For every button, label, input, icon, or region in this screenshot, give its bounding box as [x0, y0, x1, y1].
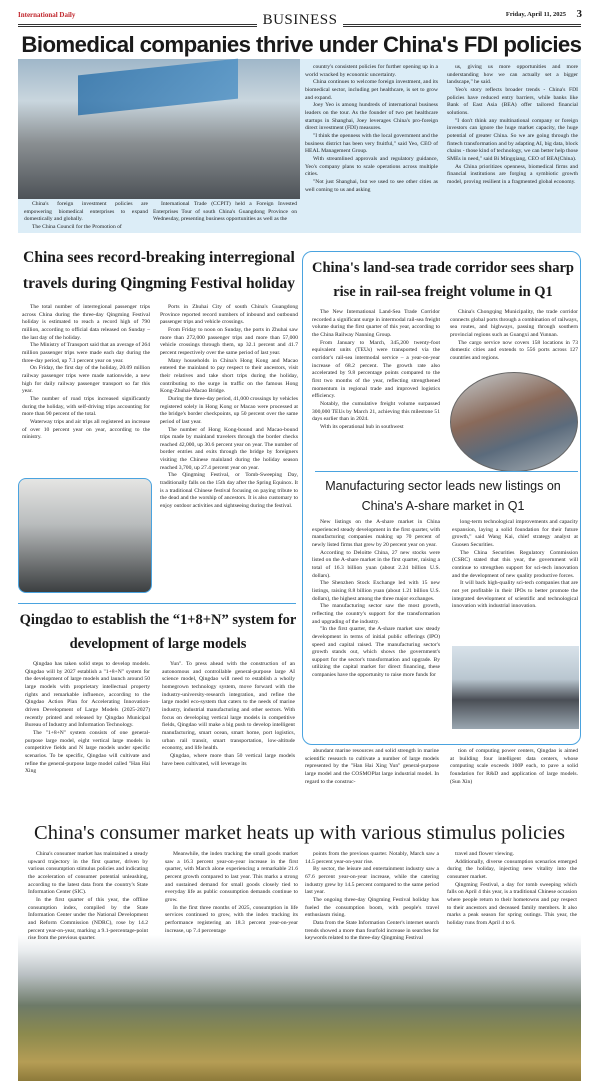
paragraph: Additionally, diverse consumption scenarios emerged during the holiday, injecting new vitality into the consumer market.: [447, 858, 577, 880]
paragraph: Meanwhile, the index tracking the small goods market saw a 16.3 percent year-on-year increase in the first quarter, with March alone experiencing a remarkable 21.6 percent growth compared to last year. This marks a strong and sustained demand for small goods closely tied to everyday life as public consumption demands continue to grow.: [165, 851, 298, 903]
paragraph: travel and flower viewing.: [455, 851, 515, 857]
paragraph: In the first three months of 2025, consumption in life services continued to grow, with the index tracking its performance registering an 18.3 percent year-on-year increase, up 7.4 percentage: [165, 904, 298, 934]
paragraph: The cargo service now covers 158 locations in 73 domestic cities and extends to 556 ports across 127 countries and regions.: [450, 339, 578, 361]
article-headline: China's land-sea trade corridor sees sharp rise in rail-sea freight volume in Q1: [312, 260, 574, 300]
train-station-photo: [18, 478, 152, 593]
paragraph: New listings on the A-share market in China experienced steady development in the first quarter, with manufacturing companies making up 70 percent of newly listed firms that grew by 20 percent year on year.: [312, 519, 440, 548]
paragraph: The New International Land-Sea Trade Corridor recorded a significant surge in intermodal rail-sea freight volume during the first quarter of this year, according to the China Railway Nanning Group.: [312, 309, 440, 338]
article-column: [305, 851, 439, 943]
lead-headline: Biomedical companies thrive under China's FDI policies: [21, 32, 582, 57]
paragraph: abundant marine resources and solid strength in marine scientific research to cultivate a number of large models represented by the "Han Hai Xing Yun" general-purpose large model and the COSMOPlat large industrial model. In regard to the construc-: [305, 748, 439, 785]
section-label: BUSINESS: [257, 12, 344, 28]
paragraph: China's consumer market has maintained a steady upward trajectory in the first quarter, driven by various consumption stimulus policies and indicating the acceleration of consumer potential unleashing, according to the latest data from the country's State Information Center (SIC).: [28, 851, 148, 896]
paragraph: Yun". To press ahead with the construction of an autonomous and controllable general-purpose large AI science model, Qingdao will need to establish a wholly homegrown technology system, move forward with the industry-university-research integration, and refine the large model eco-system that caters to the needs of marine industry, industrial manufacturing and other sectors. With focus on developing vertical large models in competitive fields, Qingdao will make a big push to develop intelligent manufacturing, smart ocean, smart home, port logistics, urban rail transit, smart transportation, low-altitude economy, and life health.: [162, 661, 295, 752]
paragraph: The Qingming Festival, or Tomb-Sweeping Day, traditionally falls on the 15th day after the Spring Equinox. It is a traditional Chinese festival focusing on paying tribute to the dead and the worship of ancestors. It is also customary to enjoy outdoor activities and sightseeing during the festival.: [160, 472, 298, 510]
paragraph: Waterway trips and air trips all registered an increase of over 10 percent year on year, according to the ministry.: [22, 418, 150, 441]
paragraph: In the first quarter of this year, the offline consumption index, compiled by the State Information Center under the National Development and Reform Commission (NDRC), rose by 14.2 percent year-on-year, marking a 9.1-percentage-point rise from the previous quarter.: [28, 896, 148, 942]
photo-banner: [78, 59, 238, 116]
paragraph: The China Securities Regulatory Commission (CSRC) stated that this year, the government will continue to strengthen support for sci-tech innovation and the development of new quality productive forces.: [452, 549, 578, 579]
paragraph: With its operational hub in southwest: [320, 423, 404, 430]
paragraph: The China Council for the Promotion of: [32, 223, 122, 230]
paragraph: us, giving us more opportunities and more understanding how we can actually set a bigger landscape," he said.: [447, 64, 578, 86]
paragraph: On Friday, the first day of the holiday, 20.09 million railway passenger trips were made nationwide, a new high for daily railway passenger transport so far this year.: [22, 365, 150, 395]
article-headline: China's consumer market heats up with various stimulus policies: [34, 822, 565, 844]
paragraph: long-term technological improvements and capacity expansion, laying a solid foundation for their future growth," said Wang Kai, chief strategy analyst at Guosen Securities.: [452, 519, 578, 548]
freight-yard-photo: [450, 372, 578, 472]
paragraph: International Trade (CCPIT) held a Foreign Invested Enterprises Tour of south China's Guangdong Province on Wednesday, presenting business opportunities as well as the: [153, 201, 297, 223]
issue-date: Friday, April 11, 2025: [505, 11, 566, 18]
paragraph: It will back high-quality sci-tech companies that are not yet profitable in their IPOs to better promote the integrated development of scientific and technological innovation with industrial innovation.: [452, 580, 578, 610]
article-headline: Manufacturing sector leads new listings on China's A-share market in Q1: [325, 479, 561, 513]
article-column: [305, 748, 439, 786]
article-column: [450, 309, 578, 363]
article-column: [312, 309, 440, 432]
paragraph: "I don't think any multinational company or foreign investors can ignore the huge market capacity, the huge potential of greater China. So we are going through the fintech transformation and by adapting AI, big data, block chains - those kind of technology, we can better help those SMEs in need," said Bi Mingqiang, CEO of BEA(China).: [447, 117, 578, 162]
article-column: [305, 64, 438, 194]
paragraph: The ongoing three-day Qingming Festival holiday has fueled the consumption boom, with people's travel enthusiasm rising.: [305, 896, 439, 919]
paragraph: points from the previous quarter. Notably, March saw a 14.5 percent year-on-year rise.: [305, 851, 439, 865]
paragraph: The Ministry of Transport said that an average of 264 million passenger trips were made each day during the three-day period, up 7.1 percent year on year.: [22, 342, 150, 364]
article-column: [153, 201, 297, 224]
paragraph: During the three-day period, 41,000 crossings by vehicles registered solely in Hong Kong or Macao were processed at the bridge's border checkpoints, up 50 percent over the same period of last year.: [160, 395, 298, 425]
paragraph: Ports in Zhuhai City of south China's Guangdong Province reported record numbers of inbound and outbound passenger trips and vehicle crossings.: [160, 304, 298, 326]
paragraph: With streamlined approvals and regulatory guidance, Yeo's company plans to scale operations across multiple cities.: [305, 155, 438, 178]
paragraph: Qingdao has taken solid steps to develop models. Qingdao will by 2027 establish a "1+8+N" system for the development of large models and launch around 50 large models with proprietary intellectual property rights and remarkable influence, according to the Qingdao Action Plan for Accelerating Innovation-driven Development of Large Models (2025-2027) recently printed and released by Qingdao Municipal Bureau of Industry and Information Technology.: [25, 661, 150, 729]
paragraph: The number of Hong Kong-bound and Macao-bound trips made by mainland travelers through the border checks reached 42,000, up 30.6 percent year on year. The number of border entries and exits through the bridge by foreigners visiting the Chinese mainland during the holiday season reached 3,700, up 27.4 percent year on year.: [160, 426, 298, 471]
paragraph: The total number of interregional passenger trips across China during the three-day Qingming Festival holiday is estimated to reach a record high of 790 million, according to official data released on Sunday – the last day of the holiday.: [22, 304, 150, 341]
paragraph: China's Chongqing Municipality, the trade corridor connects global ports through a combination of railways, sea routes, and highways, passing through southern provincial regions such as Guangxi and Yunnan.: [450, 309, 578, 338]
article-column: [160, 304, 298, 511]
paragraph: Notably, the cumulative freight volume surpassed 300,000 TEUs by March 21, achieving this milestone 51 days earlier than in 2024.: [312, 400, 440, 423]
newspaper-name: International Daily: [18, 11, 76, 19]
paragraph: China continues to welcome foreign investment, and its biomedical sector, including pet healthcare, is set to grow and expand.: [305, 79, 438, 101]
paragraph: According to Deloitte China, 27 new stocks were listed on the A-share market in the first quarter, raising a total of 16.3 billion yuan (about 2.24 billion U.S. dollars).: [312, 549, 440, 579]
divider: [315, 471, 578, 472]
paragraph: The "1+8+N" system consists of one general-purpose large model, eight vertical large models in competitive fields and N large models under specific scenarios. To be specific, Qingdao will cultivate and refine the general-purpose large model called "Han Hai Xing: [25, 729, 150, 775]
article-column: [447, 64, 578, 187]
paragraph: "I think the openness with the local government and the business district has been very fruitful," said Yeo, CEO of HEAL Management Group.: [305, 132, 438, 155]
article-column: [447, 851, 577, 928]
article-column: [450, 748, 578, 786]
paragraph: Data from the State Information Center's internet search trends showed a more than fourfold increase in searches for keywords related to the three-day Qingming Festival: [305, 919, 439, 942]
paragraph: From Friday to noon on Sunday, the ports in Zhuhai saw more than 272,000 passenger trips and more than 57,000 vehicle crossings through them, up 32.1 percent and 41.7 percent respectively over the same period of last year.: [160, 326, 298, 356]
article-column: [162, 661, 295, 768]
paragraph: The number of road trips increased significantly during the holiday, with self-driving trips accounting for more than 90 percent of the total.: [22, 395, 150, 418]
paragraph: tion of computing power centers, Qingdao is aimed at building four intelligent data centers, whose computing scale exceeds 100P each, to pave a solid foundation for R&D and application of large models. (Sun Xin): [450, 748, 578, 785]
article-column: [312, 519, 440, 680]
paragraph: country's consistent policies for further opening up in a world wracked by economic uncertainty.: [305, 64, 438, 78]
article-column: [25, 661, 150, 776]
paragraph: From January to March, 345,200 twenty-foot equivalent units (TEUs) were transported via the corridor's rail-sea intermodal service – a year-on-year increase of 68.2 percent. The growth rate also accelerated by 9.8 percentage points compared to the first two months of the year, reflecting strengthened momentum in regional trade and improved logistics efficiency.: [312, 339, 440, 400]
paragraph: The Shenzhen Stock Exchange led with 15 new listings, raising 8.8 billion yuan (about 1.21 billion U.S. dollars), the highest among the three major exchanges.: [312, 580, 440, 602]
article-column: [24, 201, 148, 232]
article-column: [452, 519, 578, 611]
divider: [18, 603, 296, 604]
paragraph: "Not just Shanghai, but we used to see other cities as well coming to us and asking: [305, 178, 438, 193]
paragraph: "In the first quarter, the A-share market saw steady development in terms of initial public offerings (IPO) speed and capital raised. The manufacturing sector's growth stands out, which shows the government's support for the sector's transformation and upgrade. By utilizing the capital market for direct financing, these companies have the opportunity to raise more funds for: [312, 626, 440, 679]
lead-headline-wrap: [18, 33, 581, 59]
paragraph: The manufacturing sector saw the most growth, reflecting the country's support for the transformation and upgrading of the industry.: [312, 603, 440, 625]
paragraph: Qingdao, where more than 50 vertical large models have been cultivated, will leverage its: [162, 752, 295, 767]
article-column: [22, 304, 150, 442]
paragraph: Qingming Festival, a day for tomb sweeping which falls on April 4 this year, is a traditional Chinese occasion where people return to their hometowns and pay respect to their ancestors and deceased family members. It also marks a peak season for spring outings. This year, the holiday runs from April 4 to 6.: [447, 881, 577, 926]
paragraph: Many households in China's Hong Kong and Macao entered the mainland to pay respect to their ancestors, visit their relatives and take short trips during the holiday, contributing to the surge in traffic on the famous Hong Kong-Zhuhai-Macao Bridge.: [160, 357, 298, 395]
paragraph: Joey Yeo is among hundreds of international business leaders on the tour. As the founder of two pet healthcare startups in Shanghai, Joey leverages China's pro-foreign direct investment (FDI) measures.: [305, 102, 438, 132]
article-column: [28, 851, 148, 943]
article-column: [165, 851, 298, 935]
paragraph: By sector, the leisure and entertainment industry saw a 67.6 percent year-on-year increase, while the catering industry grew by 14.5 percent compared to the same period last year.: [305, 866, 439, 896]
page-number: 3: [576, 8, 582, 20]
paragraph: Yeo's story reflects broader trends - China's FDI policies have reduced entry barriers, while banks like Bank of East Asia (BEA) offer tailored financial solutions.: [447, 86, 578, 116]
factory-photo: [452, 646, 579, 729]
paragraph: As China prioritizes openness, biomedical firms and financial institutions are forging a symbiotic growth model, proving resilient in a fragmented global economy.: [447, 163, 578, 185]
expo-hall-photo: [18, 59, 300, 199]
article-headline: Qingdao to establish the “1+8+N” system for development of large models: [19, 612, 297, 652]
paragraph: China's foreign investment policies are empowering biomedical enterprises to expand domestically and globally.: [24, 201, 148, 223]
article-headline: China sees record-breaking interregional travels during Qingming Festival holiday: [22, 249, 296, 292]
